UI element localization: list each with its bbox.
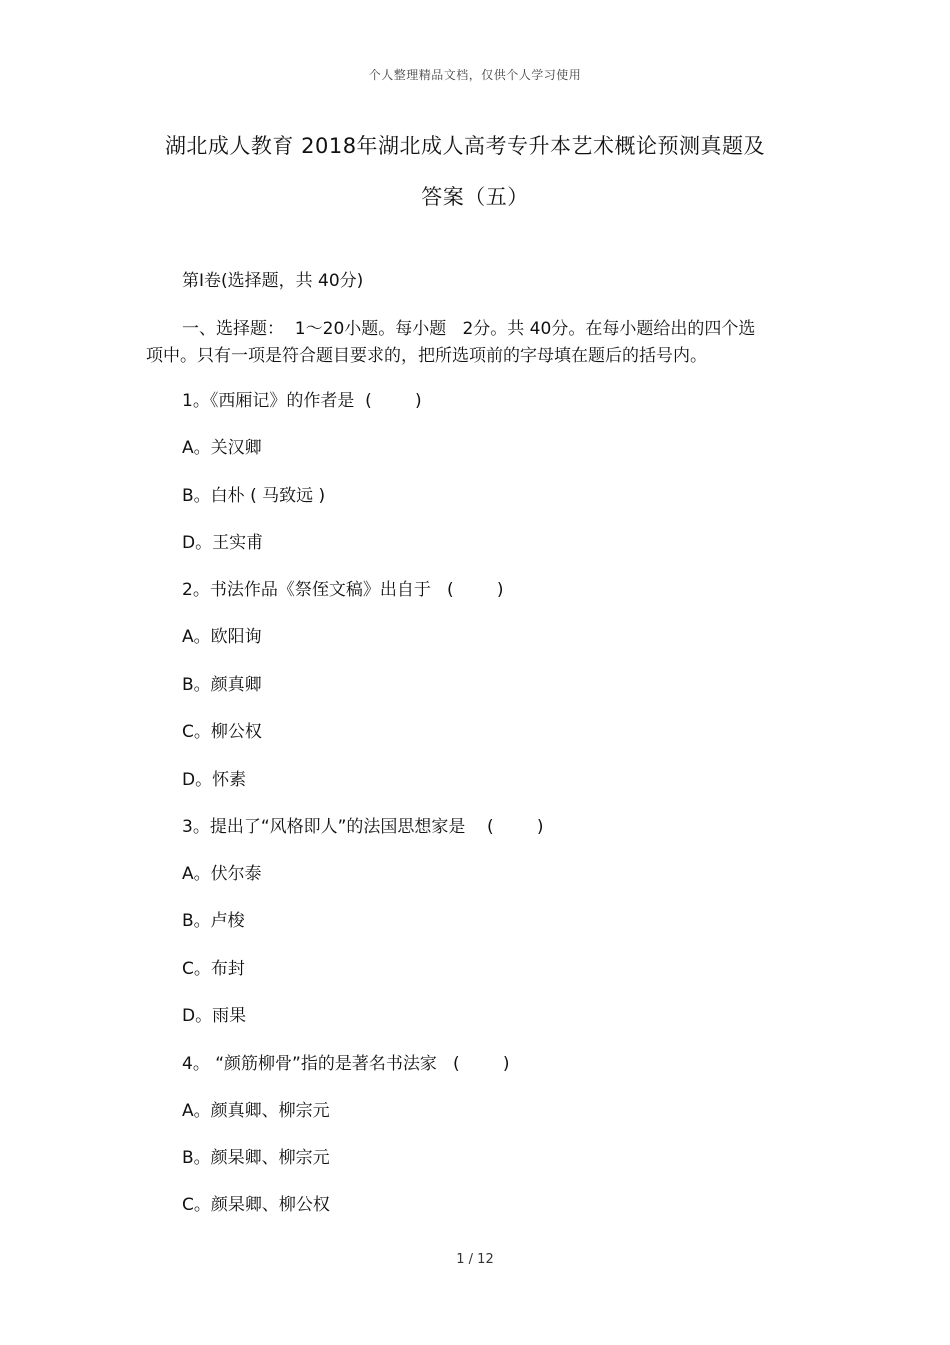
question-1-option-d: D。王实甫 [182, 533, 264, 553]
question-3-option-a: A。伏尔泰 [182, 864, 262, 884]
question-3-option-b: B。卢梭 [182, 911, 245, 931]
question-2-option-a: A。欧阳询 [182, 627, 262, 647]
question-4-stem: 4。 “颜筋柳骨”指的是著名书法家 ( ) [182, 1054, 510, 1074]
question-3-stem: 3。提出了“风格即人”的法国思想家是 ( ) [182, 817, 544, 837]
instructions-line-2: 项中。只有一项是符合题目要求的，把所选项前的字母填在题后的括号内。 [146, 346, 707, 366]
document-title-line-1: 湖北成人教育 2018年湖北成人高考专升本艺术概论预测真题及 [164, 134, 766, 158]
document-title-line-2: 答案（五） [421, 185, 529, 209]
question-2-option-c: C。柳公权 [182, 722, 262, 742]
question-1-option-b: B。白朴 ( 马致远 ) [182, 486, 326, 506]
question-3-option-d: D。雨果 [182, 1006, 247, 1026]
instructions-line-1: 一、选择题： 1～20小题。每小题 2分。共 40分。在每小题给出的四个选 [182, 319, 756, 339]
question-3-option-c: C。布封 [182, 959, 245, 979]
question-2-option-d: D。怀素 [182, 770, 247, 790]
question-1-stem: 1。《西厢记》的作者是 ( ) [182, 391, 422, 411]
header-watermark: 个人整理精品文档，仅供个人学习使用 [368, 68, 582, 82]
question-4-option-c: C。颜杲卿、柳公权 [182, 1195, 330, 1215]
question-4-option-a: A。颜真卿、柳宗元 [182, 1101, 330, 1121]
question-1-option-a: A。关汉卿 [182, 438, 262, 458]
question-2-option-b: B。颜真卿 [182, 675, 262, 695]
page-number: 1 / 12 [456, 1252, 494, 1267]
question-2-stem: 2。书法作品《祭侄文稿》出自于 ( ) [182, 580, 504, 600]
question-4-option-b: B。颜杲卿、柳宗元 [182, 1148, 330, 1168]
section-heading: 第Ⅰ卷(选择题，共 40分) [182, 271, 364, 291]
